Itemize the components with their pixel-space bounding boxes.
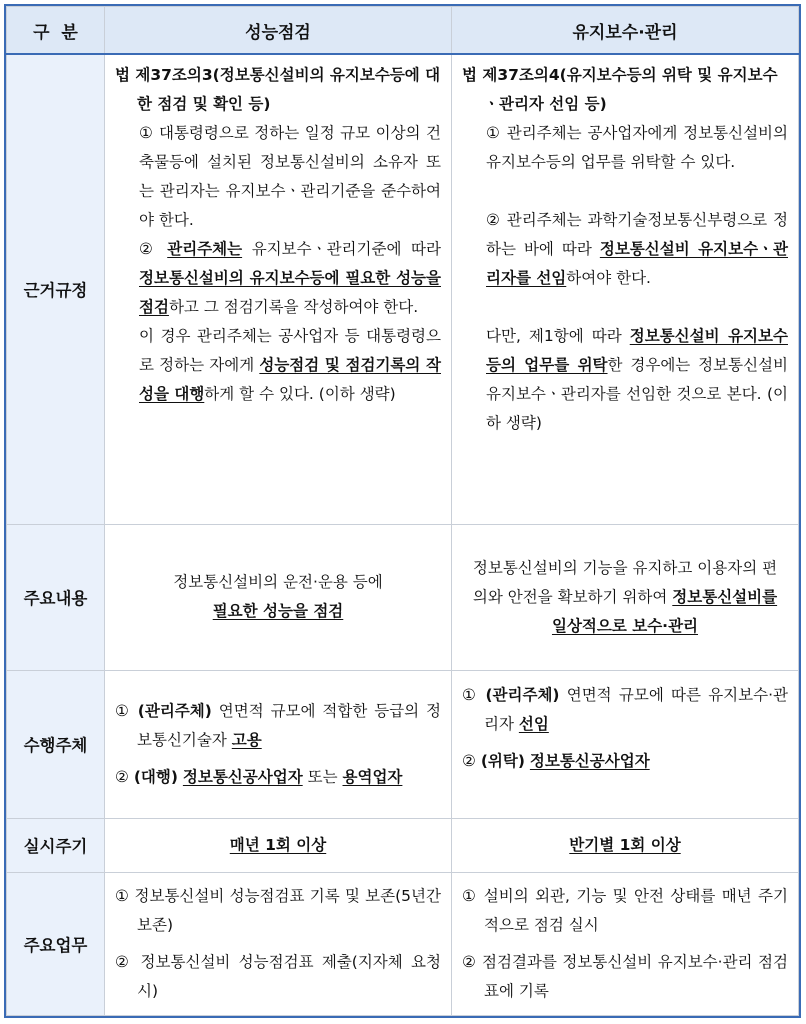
tasks-left-item1: ① 정보통신설비 성능점검표 기록 및 보존(5년간 보존) [115, 886, 441, 934]
basis-right-cell [452, 54, 799, 524]
basis-left-p2-subject: 관리주체는 [167, 240, 243, 258]
tasks-right-item1: ① 설비의 외관, 기능 및 안전 상태를 매년 주기적으로 점검 실시 [462, 886, 788, 934]
basis-left-p1: ① 대통령령으로 정하는 일정 규모 이상의 건축물등에 설치된 정보통신설비의 소유자 또는 관리자는 유지보수ㆍ관리기준을 준수하여야 한다. [139, 124, 441, 229]
performer-left-cell [105, 670, 452, 818]
row-label-cycle: 실시주기 [7, 818, 105, 872]
basis-right-law: 법 제37조의4(유지보수등의 위탁 및 유지보수ㆍ관리자 선임 등) [462, 66, 778, 113]
performer-left-item2: ② (대행) 정보통신공사업자 또는 용역업자 [115, 767, 403, 786]
tasks-right-item2: ② 점검결과를 정보통신설비 유지보수·관리 점검표에 기록 [462, 952, 788, 1000]
header-row [7, 7, 799, 55]
tasks-right-cell [452, 872, 799, 1016]
basis-left-p3-emphasis: 성능점검 및 점검기록의 작성을 대행 [139, 356, 441, 403]
basis-left-law: 법 제37조의3(정보통신설비의 유지보수등에 대한 점검 및 확인 등) [115, 66, 441, 113]
performer-right-cell [452, 670, 799, 818]
basis-left-p2: ② 관리주체는 유지보수ㆍ관리기준에 따라 정보통신설비의 유지보수등에 필요한 성능을 점검하고 그 점검기록을 작성하여야 한다. [139, 240, 442, 316]
basis-right-p1: ① 관리주체는 공사업자에게 정보통신설비의 유지보수등의 업무를 위탁할 수 있다. [486, 124, 788, 171]
row-label-performer: 수행주체 [7, 670, 105, 818]
content-left-line1: 정보통신설비의 운전·운용 등에 [173, 573, 383, 591]
performer-left-item1: ① (관리주체) 연면적 규모에 적합한 등급의 정보통신기술자 고용 [115, 701, 441, 749]
row-label-content: 주요내용 [7, 524, 105, 670]
content-right-cell [452, 524, 799, 670]
header-performance-check: 성능점검 [105, 7, 452, 55]
basis-right-p3: 다만, 제1항에 따라 정보통신설비 유지보수등의 업무를 위탁한 경우에는 정보통신설비 유지보수ㆍ관리자를 선임한 것으로 본다. (이하 생략) [486, 327, 789, 432]
tasks-left-item2: ② 정보통신설비 성능점검표 제출(지자체 요청시) [115, 952, 441, 1000]
content-right-text: 정보통신설비의 기능을 유지하고 이용자의 편의와 안전을 확보하기 위하여 [472, 558, 778, 606]
basis-left-p3: 이 경우 관리주체는 공사업자 등 대통령령으로 정하는 자에게 성능점검 및 점검기록의 작성을 대행하게 할 수 있다. (이하 생략) [139, 327, 441, 403]
basis-right-p2-emphasis: 정보통신설비 유지보수ㆍ관리자를 선임 [486, 240, 788, 287]
header-maintenance: 유지보수·관리 [452, 7, 799, 55]
cycle-left-cell [105, 818, 452, 872]
row-performer [7, 670, 799, 818]
comparison-table [6, 6, 799, 1016]
performer-right-item2: ② (위탁) 정보통신공사업자 [462, 751, 650, 770]
basis-right-p2: ② 관리주체는 과학기술정보통신부령으로 정하는 바에 따라 정보통신설비 유지보수ㆍ관리자를 선임하여야 한다. [486, 211, 788, 287]
basis-left-cell [105, 54, 452, 524]
tasks-left-cell [105, 872, 452, 1016]
row-content [7, 524, 799, 670]
row-tasks [7, 872, 799, 1016]
basis-right-p3-emphasis: 정보통신설비 유지보수등의 업무를 위탁 [486, 327, 788, 374]
cycle-right-value: 반기별 1회 이상 [569, 835, 681, 854]
header-category: 구 분 [7, 7, 105, 55]
row-label-basis: 근거규정 [7, 54, 105, 524]
row-basis [7, 54, 799, 524]
row-label-tasks: 주요업무 [7, 872, 105, 1016]
content-left-emphasis: 필요한 성능을 점검 [212, 602, 344, 620]
cycle-left-value: 매년 1회 이상 [229, 835, 327, 854]
content-right-emphasis: 정보통신설비를 일상적으로 보수·관리 [551, 587, 778, 635]
basis-left-p2-emphasis: 정보통신설비의 유지보수등에 필요한 성능을 점검 [139, 269, 441, 316]
comparison-table-frame [4, 4, 801, 1018]
performer-right-item1: ① (관리주체) 연면적 규모에 따른 유지보수·관리자 선임 [462, 685, 788, 733]
row-cycle [7, 818, 799, 872]
cycle-right-cell [452, 818, 799, 872]
content-left-cell [105, 524, 452, 670]
